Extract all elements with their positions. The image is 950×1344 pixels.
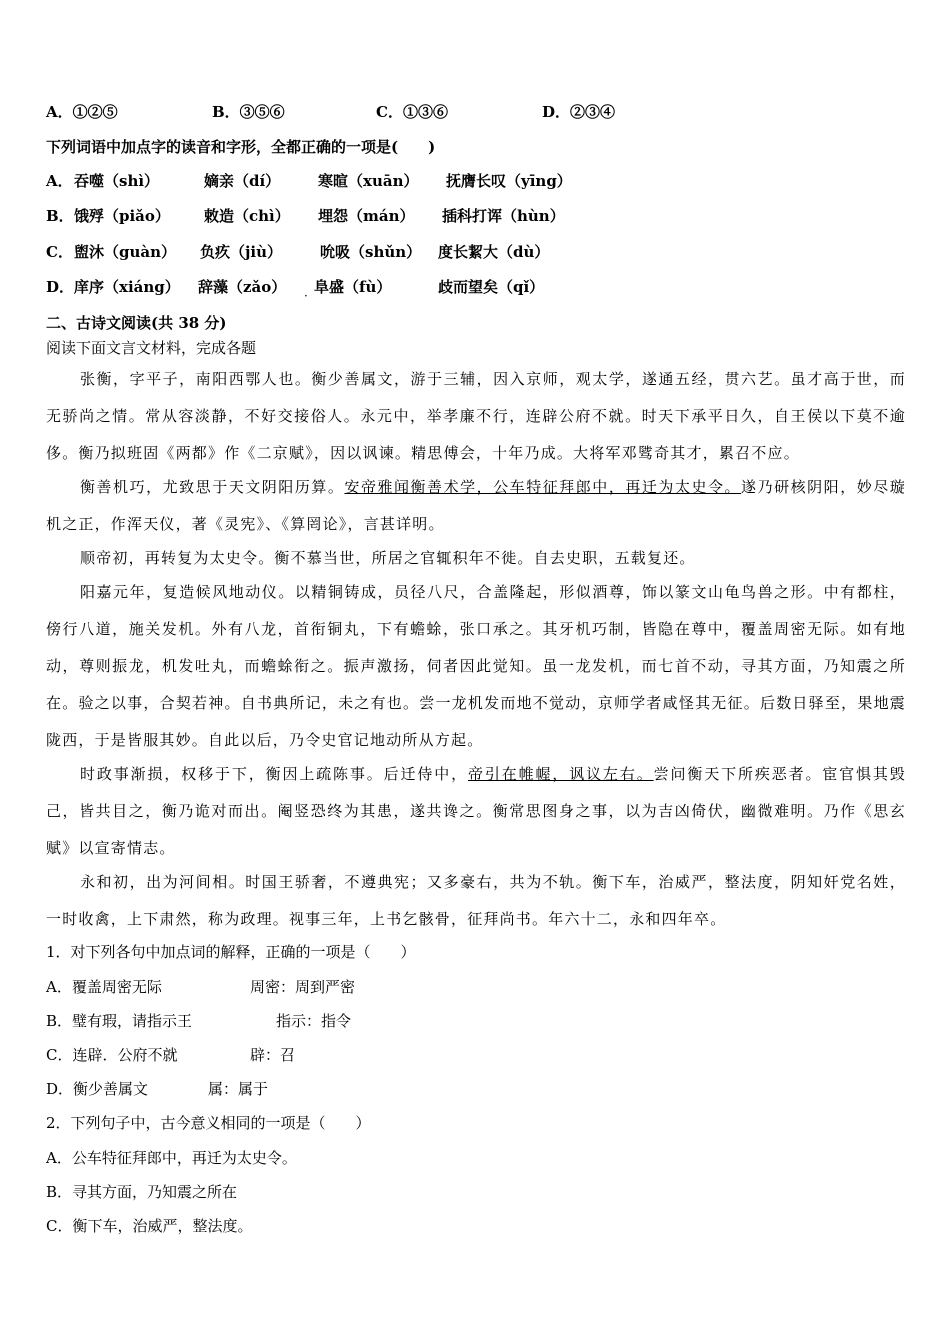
paragraph-text: 尝问衡天下所疾恶者。宦官惧其毁己，皆共目之，衡乃诡对而出。阉竖恐终为其患，遂共谗之。衡常思图身之事，以为吉凶倚伏，幽微难明。乃作《思玄赋》以宣寄情志。 <box>46 765 906 857</box>
option-label: D． <box>46 278 75 296</box>
q1-option-c <box>46 1045 906 1065</box>
passage-paragraph-6 <box>46 864 906 938</box>
option-word: 寒暄（xuān） <box>318 172 419 190</box>
pinyin-option-b <box>46 206 906 226</box>
section-title: 二、古诗文阅读(共 38 分) <box>46 314 227 332</box>
option-text: B．璧有瑕，请指示王 <box>46 1012 193 1030</box>
option-word: 吮吸（shǔn） <box>320 243 422 261</box>
option-word: 埋怨（mán） <box>318 207 415 225</box>
paragraph-text: 衡善机巧，尤致思于天文阴阳历算。 <box>80 478 345 496</box>
q2-option-b: B．寻其方面，乃知震之所在 <box>46 1183 238 1201</box>
q1-option-b <box>46 1011 906 1031</box>
q2-option-c: C．衡下车，治威严，整法度。 <box>46 1217 253 1235</box>
option-c: C．①③⑥ <box>376 103 448 121</box>
paragraph-text: 时政事渐损，权移于下，衡因上疏陈事。后迁侍中， <box>80 765 469 783</box>
option-word: 插科打诨（hùn） <box>442 207 565 225</box>
paragraph-text: 顺帝初，再转复为太史令。衡不慕当世，所居之官辄积年不徙。自去史职，五载复还。 <box>80 549 696 567</box>
option-word: 阜盛（fù） <box>314 278 392 296</box>
option-label: B． <box>46 207 74 225</box>
option-gloss: 辟：召 <box>250 1046 296 1064</box>
option-text: A．覆盖周密无际 <box>46 978 162 996</box>
pinyin-option-c <box>46 242 906 262</box>
option-text: D．衡少善属文 <box>46 1080 149 1098</box>
option-b: B．③⑤⑥ <box>212 103 285 121</box>
q2-option-a: A．公车特征拜郎中，再迁为太史令。 <box>46 1149 297 1167</box>
option-label: A． <box>46 172 73 190</box>
option-word: 歧而望矣（qǐ） <box>438 278 545 296</box>
option-word: 度长絜大（dù） <box>438 243 550 261</box>
paragraph-text: 张衡，字平子，南阳西鄂人也。衡少善属文，游于三辅，因入京师，观太学，遂通五经，贯六艺。虽才高于世，而无骄尚之情。常从容淡静，不好交接俗人。永元中，举孝廉不行，连辟公府不就。时天下承平日久，自王侯以下莫不逾侈。衡乃拟班固《两都》作《二京赋》，因以讽谏。精思傅会，十年乃成。大将军邓骘奇其才，累召不应。 <box>46 370 906 462</box>
passage-paragraph-2 <box>46 469 906 543</box>
emphasis-dot: · <box>304 289 308 303</box>
paragraph-text: 阳嘉元年，复造候风地动仪。以精铜铸成，员径八尺，合盖隆起，形似酒尊，饰以篆文山龟鸟兽之形。中有都柱，傍行八道，施关发机。外有八龙，首衔铜丸，下有蟾蜍，张口承之。其牙机巧制，皆隐在尊中，覆盖周密无际。如有地动，尊则振龙，机发吐丸，而蟾蜍衔之。振声激扬，伺者因此觉知。虽一龙发机，而七首不动，寻其方面，乃知震之所在。验之以事，合契若神。自书典所记，未之有也。尝一龙机发而地不觉动，京师学者咸怪其无征。后数日驿至，果地震陇西，于是皆服其妙。自此以后，乃令史官记地动所从方起。 <box>46 583 906 749</box>
option-word: 饿殍（piǎo） <box>74 207 170 225</box>
pinyin-option-d <box>46 277 906 297</box>
option-label: C． <box>46 243 73 261</box>
q2-stem: 2．下列句子中，古今意义相同的一项是（ ） <box>46 1114 371 1132</box>
passage-paragraph-4 <box>46 574 906 759</box>
option-word: 敕造（chì） <box>204 207 290 225</box>
pinyin-option-a <box>46 171 906 191</box>
prev-question-options <box>46 102 906 122</box>
passage-paragraph-5 <box>46 756 906 867</box>
option-text: C．连辟．公府不就 <box>46 1046 178 1064</box>
option-word: 辞藻（zǎo） <box>198 278 287 296</box>
option-word: 吞噬（shì） <box>74 172 160 190</box>
option-word: 抚膺长叹（yīng） <box>446 172 572 190</box>
option-d: D．②③④ <box>542 103 616 121</box>
paragraph-text: 遂乃研核阴阳，妙尽璇机之正，作浑天仪，著《灵宪》、《算罔论》，言甚详明。 <box>46 478 906 533</box>
section-intro: 阅读下面文言文材料，完成各题 <box>46 339 257 357</box>
q1-option-a <box>46 977 906 997</box>
passage-paragraph-1 <box>46 361 906 472</box>
underlined-sentence: 帝引在帷幄，讽议左右。 <box>468 765 654 783</box>
passage-paragraph-3 <box>46 540 906 577</box>
q1-stem: 1．对下列各句中加点词的解释，正确的一项是（ ） <box>46 943 416 961</box>
paragraph-text: 永和初，出为河间相。时国王骄奢，不遵典宪；又多豪右，共为不轨。衡下车，治威严，整法度，阴知奸党名姓，一时收禽，上下肃然，称为政理。视事三年，上书乞骸骨，征拜尚书。年六十二，永和四年卒。 <box>46 873 906 928</box>
option-word: 嫡亲（dí） <box>204 172 281 190</box>
option-word: 盥沐（guàn） <box>74 243 177 261</box>
option-gloss: 属：属于 <box>208 1080 269 1098</box>
option-a: A．①②⑤ <box>46 103 118 121</box>
option-gloss: 周密：周到严密 <box>250 978 356 996</box>
option-word: 庠序（xiáng） <box>74 278 180 296</box>
underlined-sentence: 安帝雅闻衡善术学，公车特征拜郎中，再迁为太史令。 <box>344 478 742 496</box>
q1-option-d <box>46 1079 906 1099</box>
option-gloss: 指示：指令 <box>276 1012 352 1030</box>
pinyin-question-stem: 下列词语中加点字的读音和字形，全都正确的一项是( ) <box>46 138 436 156</box>
option-word: 负疚（jiù） <box>200 243 283 261</box>
